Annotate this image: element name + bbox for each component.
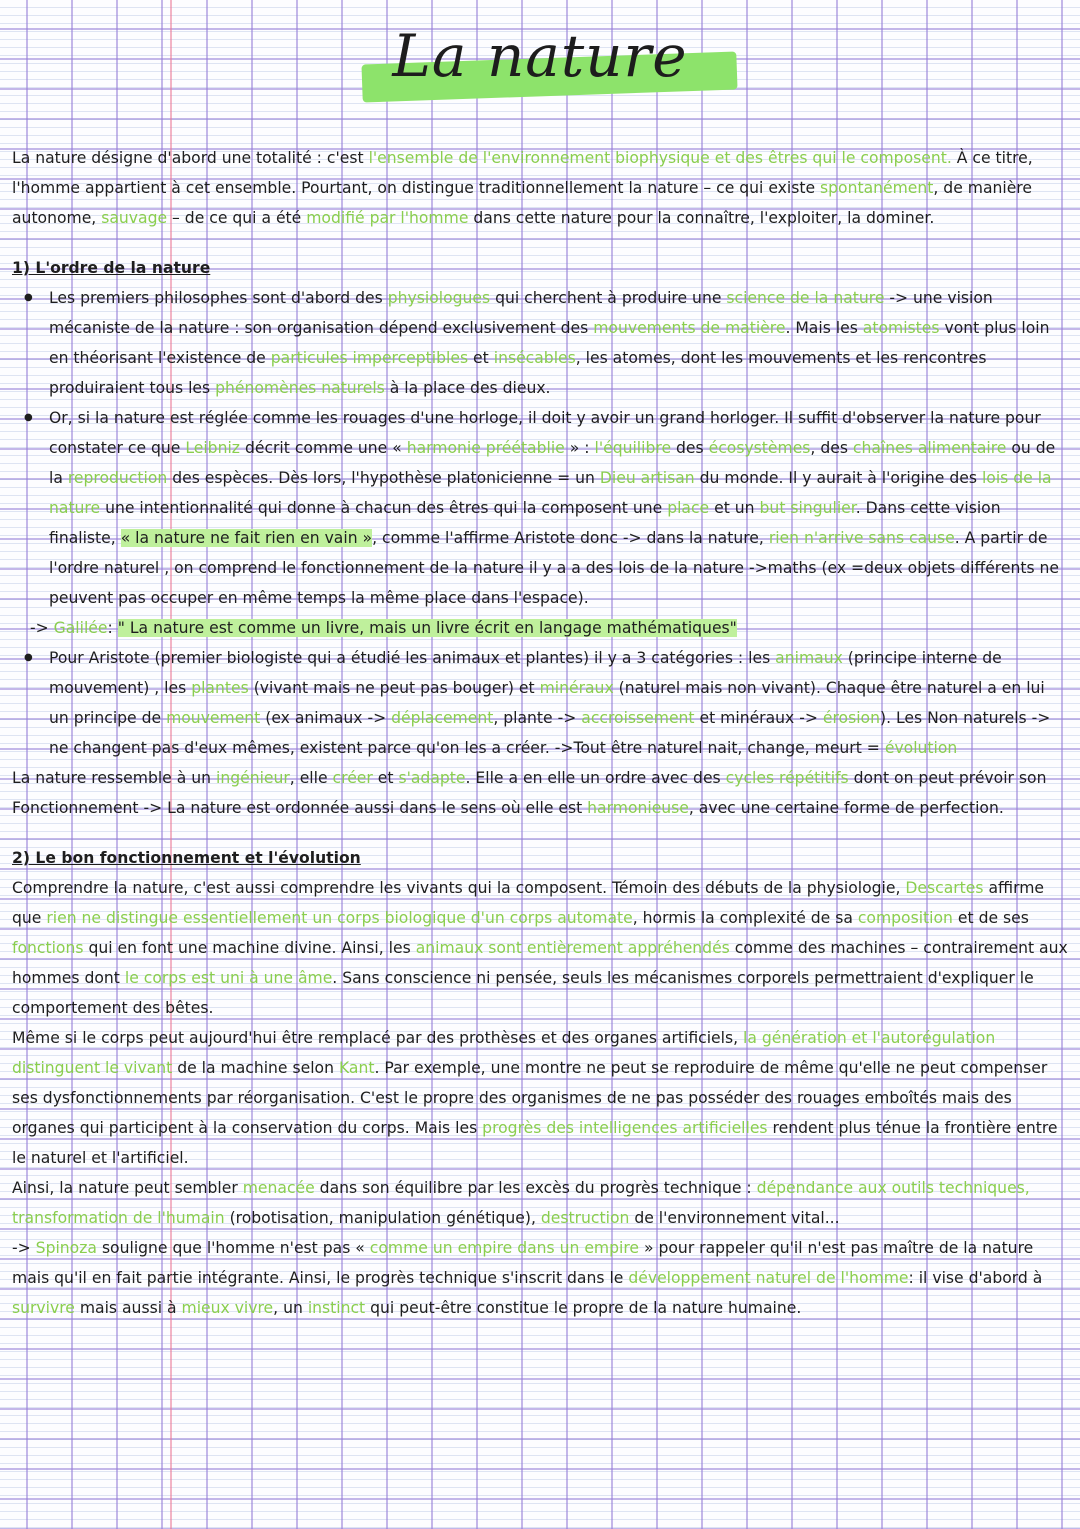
body-text: de la machine selon bbox=[177, 1059, 334, 1077]
highlighted-text: place bbox=[667, 499, 710, 517]
highlighted-text: rien n'arrive sans cause bbox=[768, 529, 955, 547]
body-text: La nature ressemble à un bbox=[12, 769, 212, 787]
galilee-quote bbox=[12, 613, 1068, 643]
body-text: -> une vision mécaniste de la nature : son organisation dépend exclusivement des bbox=[49, 289, 993, 337]
highlighted-text: insécables bbox=[493, 349, 576, 367]
body-text: , avec une certaine forme de perfection. bbox=[688, 799, 1004, 817]
highlighted-text: mouvements de matière bbox=[593, 319, 786, 337]
highlighted-text: menacée bbox=[242, 1179, 315, 1197]
highlighted-text: l'équilibre bbox=[594, 439, 672, 457]
body-text: comme des machines – contrairement aux hommes dont bbox=[12, 939, 1068, 987]
menace-paragraph bbox=[12, 1173, 1068, 1233]
highlighted-text: science de la nature bbox=[726, 289, 885, 307]
highlighted-text: sauvage bbox=[101, 209, 168, 227]
body-text: (ex animaux -> bbox=[265, 709, 387, 727]
bullet-aristote bbox=[49, 643, 1068, 763]
highlighted-text: " La nature est comme un livre, mais un livre écrit en langage mathématiques" bbox=[117, 619, 737, 637]
body-text: décrit comme une « bbox=[244, 439, 402, 457]
section-1-bullets bbox=[12, 283, 1068, 613]
body-text: des bbox=[676, 439, 704, 457]
body-text: qui cherchent à produire une bbox=[495, 289, 722, 307]
intro-paragraph bbox=[12, 143, 1068, 233]
body-text: ). Les Non naturels -> ne changent pas d'eux mêmes, existent parce qu'on les a créer. ->Tout être naturel nait, change, meurt = bbox=[49, 709, 1051, 757]
body-text: souligne que l'homme n'est pas « bbox=[101, 1239, 365, 1257]
body-text: affirme que bbox=[12, 879, 1045, 927]
body-text: . A partir de l'ordre naturel , on comprend le fonctionnement de la nature il y a a des lois de la nature ->maths (ex =deux objets différents ne peuvent pas occuper en même temps la même place dans l'espace). bbox=[49, 529, 1060, 607]
highlighted-text: phénomènes naturels bbox=[215, 379, 385, 397]
document-body bbox=[12, 143, 1068, 1323]
highlighted-text: « la nature ne fait rien en vain » bbox=[120, 529, 373, 547]
body-text: Or, si la nature est réglée comme les rouages d'une horloge, il doit y avoir un grand horloger. Il suffit d'observer la nature pour constater ce que bbox=[49, 409, 1041, 457]
highlighted-text: but singulier bbox=[759, 499, 856, 517]
highlighted-text: spontanément bbox=[820, 179, 934, 197]
highlighted-text: harmonieuse bbox=[587, 799, 689, 817]
highlighted-text: érosion bbox=[822, 709, 880, 727]
highlighted-text: déplacement bbox=[391, 709, 494, 727]
body-text: À ce titre, l'homme appartient à cet ensemble. Pourtant, on distingue traditionnellement la nature – ce qui existe bbox=[12, 149, 1033, 197]
body-text: et bbox=[377, 769, 394, 787]
highlighted-text: harmonie préétablie bbox=[406, 439, 565, 457]
section-2-heading: 2) Le bon fonctionnement et l'évolution bbox=[12, 849, 361, 867]
body-text: (robotisation, manipulation génétique), bbox=[229, 1209, 536, 1227]
highlighted-text: fonctions bbox=[12, 939, 84, 957]
highlighted-text: animaux bbox=[775, 649, 843, 667]
highlighted-text: ingénieur bbox=[215, 769, 290, 787]
highlighted-text: composition bbox=[857, 909, 953, 927]
highlighted-text: rien ne distingue essentiellement un corps biologique d'un corps automate bbox=[46, 909, 633, 927]
highlighted-text: progrès des intelligences artificielles bbox=[482, 1119, 768, 1137]
highlighted-text: Descartes bbox=[905, 879, 984, 897]
highlighted-text: instinct bbox=[307, 1299, 366, 1317]
highlighted-text: Galilée bbox=[53, 619, 108, 637]
highlighted-text: mouvement bbox=[166, 709, 261, 727]
body-text: (naturel mais non vivant). Chaque être naturel a en lui un principe de bbox=[49, 679, 1045, 727]
section-1-conclusion bbox=[12, 763, 1068, 823]
body-text: : il vise d'abord à bbox=[908, 1269, 1043, 1287]
body-text: des espèces. Dès lors, l'hypothèse platonicienne = un bbox=[172, 469, 595, 487]
body-text: : bbox=[107, 619, 113, 637]
body-text: (principe interne de mouvement) , les bbox=[49, 649, 1002, 697]
body-text: (vivant mais ne peut pas bouger) et bbox=[253, 679, 535, 697]
highlighted-text: le corps est uni à une âme bbox=[124, 969, 333, 987]
body-text: qui peut-être constitue le propre de la nature humaine. bbox=[370, 1299, 802, 1317]
highlighted-text: la génération et l'autorégulation distinguent le vivant bbox=[12, 1029, 996, 1077]
body-text: et de ses bbox=[957, 909, 1029, 927]
highlighted-text: atomistes bbox=[862, 319, 940, 337]
descartes-paragraph bbox=[12, 873, 1068, 1023]
body-text: -> bbox=[30, 619, 49, 637]
body-text: rendent plus ténue la frontière entre le naturel et l'artificiel. bbox=[12, 1119, 1058, 1167]
highlighted-text: reproduction bbox=[67, 469, 168, 487]
bullet-physiologues bbox=[49, 283, 1068, 403]
spinoza-paragraph bbox=[12, 1233, 1068, 1323]
kant-paragraph bbox=[12, 1023, 1068, 1173]
highlighted-text: chaînes alimentaire bbox=[852, 439, 1007, 457]
body-text: mais aussi à bbox=[79, 1299, 177, 1317]
highlighted-text: Kant bbox=[338, 1059, 375, 1077]
body-text: , plante -> bbox=[493, 709, 577, 727]
highlighted-text: créer bbox=[332, 769, 373, 787]
body-text: -> bbox=[12, 1239, 31, 1257]
body-text: , hormis la complexité de sa bbox=[632, 909, 853, 927]
body-text: qui en font une machine divine. Ainsi, les bbox=[88, 939, 411, 957]
highlighted-text: comme un empire dans un empire bbox=[369, 1239, 640, 1257]
highlighted-text: plantes bbox=[191, 679, 249, 697]
title-area bbox=[0, 22, 1080, 90]
highlighted-text: Spinoza bbox=[35, 1239, 97, 1257]
body-text: , de manière autonome, bbox=[12, 179, 1032, 227]
highlighted-text: Dieu artisan bbox=[599, 469, 695, 487]
highlighted-text: particules imperceptibles bbox=[270, 349, 469, 367]
highlighted-text: accroissement bbox=[581, 709, 695, 727]
body-text: Comprendre la nature, c'est aussi comprendre les vivants qui la composent. Témoin des débuts de la physiologie, bbox=[12, 879, 901, 897]
highlighted-text: s'adapte bbox=[398, 769, 466, 787]
highlighted-text: mieux vivre bbox=[181, 1299, 274, 1317]
highlighted-text: développement naturel de l'homme bbox=[628, 1269, 909, 1287]
highlighted-text: dépendance aux outils techniques, transformation de l'humain bbox=[12, 1179, 1030, 1227]
highlighted-text: Leibniz bbox=[185, 439, 240, 457]
highlighted-text: lois de la nature bbox=[49, 469, 1052, 517]
body-text: une intentionnalité qui donne à chacun des êtres qui la composent une bbox=[105, 499, 663, 517]
body-text: , un bbox=[273, 1299, 303, 1317]
body-text: . Sans conscience ni pensée, seuls les mécanismes corporels permettraient d'expliquer le comportement des bêtes. bbox=[12, 969, 1034, 1017]
body-text: dans son équilibre par les excès du progrès technique : bbox=[319, 1179, 752, 1197]
page-title: La nature bbox=[392, 22, 688, 90]
section-1-heading: 1) L'ordre de la nature bbox=[12, 259, 211, 277]
body-text: La nature désigne d'abord une totalité : c'est bbox=[12, 149, 364, 167]
highlighted-text: l'ensemble de l'environnement biophysique et des êtres qui le composent. bbox=[368, 149, 952, 167]
body-text: , elle bbox=[289, 769, 328, 787]
highlighted-text: physiologues bbox=[387, 289, 491, 307]
body-text: dans cette nature pour la connaître, l'exploiter, la dominer. bbox=[473, 209, 935, 227]
body-text: Pour Aristote (premier biologiste qui a étudié les animaux et plantes) il y a 3 catégories : les bbox=[49, 649, 771, 667]
body-text: » pour rappeler qu'il n'est pas maître de la nature mais qu'il en fait partie intégrante. Ainsi, le progrès technique s'inscrit dans le bbox=[12, 1239, 1034, 1287]
body-text: à la place des dieux. bbox=[389, 379, 551, 397]
body-text: – de ce qui a été bbox=[172, 209, 302, 227]
body-text: . Elle a en elle un ordre avec des bbox=[465, 769, 721, 787]
body-text: » : bbox=[569, 439, 590, 457]
body-text: Ainsi, la nature peut sembler bbox=[12, 1179, 238, 1197]
body-text: Même si le corps peut aujourd'hui être remplacé par des prothèses et des organes artificiels, bbox=[12, 1029, 739, 1047]
body-text: , des bbox=[810, 439, 848, 457]
body-text: de l'environnement vital... bbox=[634, 1209, 840, 1227]
body-text: vont plus loin en théorisant l'existence de bbox=[49, 319, 1050, 367]
body-text: ou de la bbox=[49, 439, 1056, 487]
body-text: du monde. Il y aurait à l'origine des bbox=[699, 469, 977, 487]
body-text: . Par exemple, une montre ne peut se reproduire de même qu'elle ne peut compenser ses dysfonctionnements par réorganisation. C'est le propre des organismes de ne pas posséder des rouages emboîtés mais des organes qui participent à la conservation du corps. Mais les bbox=[12, 1059, 1048, 1137]
highlighted-text: modifié par l'homme bbox=[306, 209, 469, 227]
body-text: Les premiers philosophes sont d'abord des bbox=[49, 289, 383, 307]
highlighted-text: survivre bbox=[12, 1299, 75, 1317]
body-text: dont on peut prévoir son Fonctionnement -> La nature est ordonnée aussi dans le sens où elle est bbox=[12, 769, 1047, 817]
body-text: et minéraux -> bbox=[699, 709, 818, 727]
highlighted-text: destruction bbox=[540, 1209, 630, 1227]
body-text: . Dans cette vision finaliste, bbox=[49, 499, 1001, 547]
highlighted-text: cycles répétitifs bbox=[725, 769, 849, 787]
body-text: . Mais les bbox=[785, 319, 858, 337]
body-text: , comme l'affirme Aristote donc -> dans la nature, bbox=[372, 529, 764, 547]
body-text: et un bbox=[714, 499, 755, 517]
bullet-horloger bbox=[49, 403, 1068, 613]
highlighted-text: écosystèmes bbox=[708, 439, 811, 457]
highlighted-text: animaux sont entièrement appréhendés bbox=[415, 939, 730, 957]
body-text: et bbox=[473, 349, 489, 367]
highlighted-text: évolution bbox=[884, 739, 958, 757]
highlighted-text: minéraux bbox=[539, 679, 614, 697]
body-text: , les atomes, dont les mouvements et les rencontres produiraient tous les bbox=[49, 349, 987, 397]
section-1-bullets-2 bbox=[12, 643, 1068, 763]
